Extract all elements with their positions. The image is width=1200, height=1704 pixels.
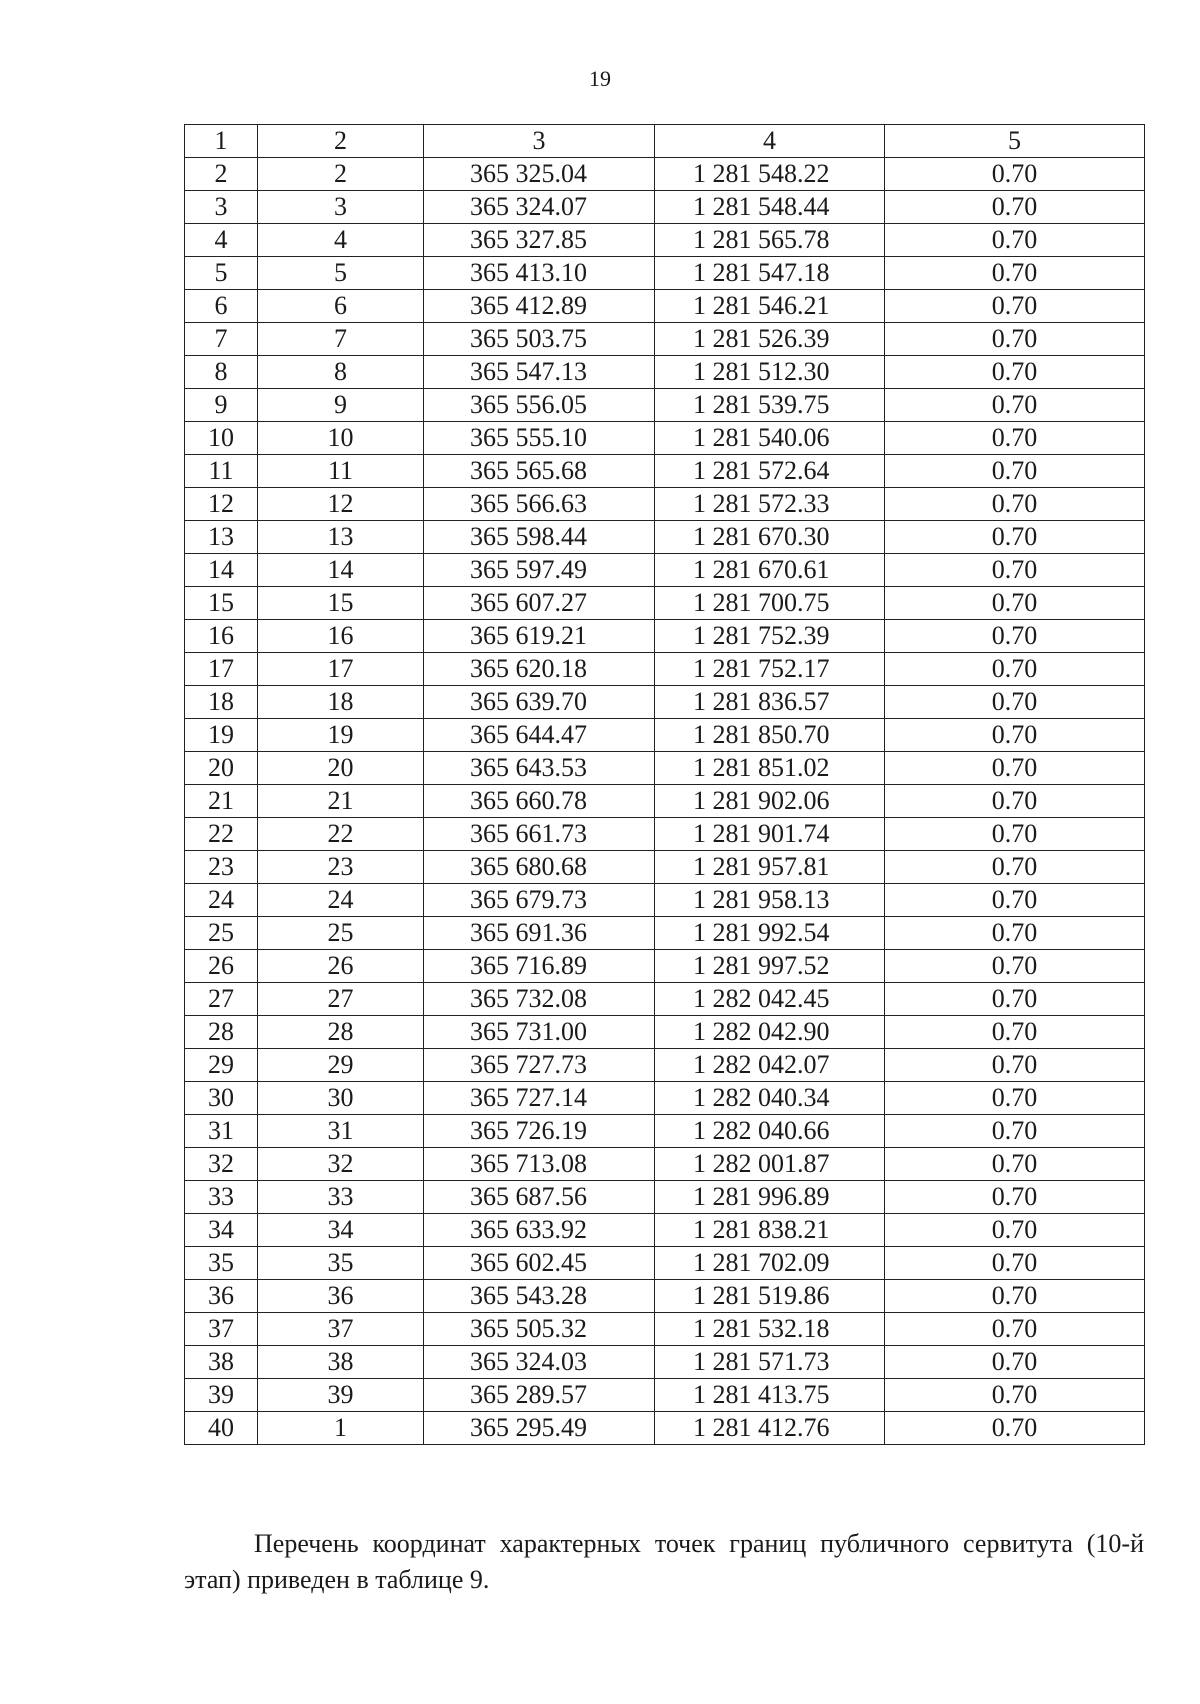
y-coordinate-cell: 1 281 851.02 (655, 752, 885, 785)
table-row (185, 1313, 1145, 1346)
table-reference-paragraph (184, 1526, 1144, 1598)
table-row (185, 587, 1145, 620)
point-number-cell: 21 (185, 785, 258, 818)
table-row (185, 191, 1145, 224)
y-coordinate-cell: 1 282 040.34 (655, 1082, 885, 1115)
accuracy-cell: 0.70 (885, 191, 1145, 224)
accuracy-cell: 0.70 (885, 389, 1145, 422)
point-number-cell: 39 (185, 1379, 258, 1412)
point-id-cell: 26 (258, 950, 424, 983)
point-id-cell: 35 (258, 1247, 424, 1280)
x-coordinate-cell: 365 633.92 (424, 1214, 655, 1247)
accuracy-cell: 0.70 (885, 455, 1145, 488)
point-id-cell: 17 (258, 653, 424, 686)
table-row (185, 686, 1145, 719)
point-number-cell: 17 (185, 653, 258, 686)
accuracy-cell: 0.70 (885, 1214, 1145, 1247)
accuracy-cell: 0.70 (885, 1049, 1145, 1082)
y-coordinate-cell: 1 282 042.90 (655, 1016, 885, 1049)
accuracy-cell: 0.70 (885, 1082, 1145, 1115)
x-coordinate-cell: 365 324.03 (424, 1346, 655, 1379)
y-coordinate-cell: 1 281 412.76 (655, 1412, 885, 1445)
point-number-cell: 4 (185, 224, 258, 257)
accuracy-cell: 0.70 (885, 1412, 1145, 1445)
point-id-cell: 10 (258, 422, 424, 455)
column-header: 2 (258, 125, 424, 158)
point-number-cell: 15 (185, 587, 258, 620)
accuracy-cell: 0.70 (885, 1148, 1145, 1181)
point-number-cell: 8 (185, 356, 258, 389)
accuracy-cell: 0.70 (885, 1181, 1145, 1214)
x-coordinate-cell: 365 565.68 (424, 455, 655, 488)
y-coordinate-cell: 1 281 700.75 (655, 587, 885, 620)
point-id-cell: 18 (258, 686, 424, 719)
point-number-cell: 7 (185, 323, 258, 356)
point-number-cell: 37 (185, 1313, 258, 1346)
y-coordinate-cell: 1 282 042.07 (655, 1049, 885, 1082)
y-coordinate-cell: 1 282 001.87 (655, 1148, 885, 1181)
point-id-cell: 31 (258, 1115, 424, 1148)
point-number-cell: 6 (185, 290, 258, 323)
table-row (185, 818, 1145, 851)
accuracy-cell: 0.70 (885, 719, 1145, 752)
accuracy-cell: 0.70 (885, 1115, 1145, 1148)
point-number-cell: 3 (185, 191, 258, 224)
accuracy-cell: 0.70 (885, 1313, 1145, 1346)
x-coordinate-cell: 365 732.08 (424, 983, 655, 1016)
point-number-cell: 10 (185, 422, 258, 455)
y-coordinate-cell: 1 281 958.13 (655, 884, 885, 917)
x-coordinate-cell: 365 602.45 (424, 1247, 655, 1280)
point-number-cell: 11 (185, 455, 258, 488)
point-id-cell: 13 (258, 521, 424, 554)
x-coordinate-cell: 365 726.19 (424, 1115, 655, 1148)
x-coordinate-cell: 365 505.32 (424, 1313, 655, 1346)
table-row (185, 1148, 1145, 1181)
point-number-cell: 24 (185, 884, 258, 917)
point-number-cell: 33 (185, 1181, 258, 1214)
y-coordinate-cell: 1 281 670.30 (655, 521, 885, 554)
accuracy-cell: 0.70 (885, 1280, 1145, 1313)
table-row (185, 158, 1145, 191)
table-row (185, 356, 1145, 389)
table-row (185, 1214, 1145, 1247)
accuracy-cell: 0.70 (885, 950, 1145, 983)
point-number-cell: 14 (185, 554, 258, 587)
accuracy-cell: 0.70 (885, 422, 1145, 455)
x-coordinate-cell: 365 643.53 (424, 752, 655, 785)
x-coordinate-cell: 365 644.47 (424, 719, 655, 752)
y-coordinate-cell: 1 281 996.89 (655, 1181, 885, 1214)
table-row (185, 521, 1145, 554)
y-coordinate-cell: 1 281 548.22 (655, 158, 885, 191)
accuracy-cell: 0.70 (885, 290, 1145, 323)
point-number-cell: 9 (185, 389, 258, 422)
table-row (185, 1379, 1145, 1412)
y-coordinate-cell: 1 281 519.86 (655, 1280, 885, 1313)
table-row (185, 257, 1145, 290)
accuracy-cell: 0.70 (885, 356, 1145, 389)
accuracy-cell: 0.70 (885, 1247, 1145, 1280)
accuracy-cell: 0.70 (885, 752, 1145, 785)
x-coordinate-cell: 365 619.21 (424, 620, 655, 653)
coordinates-table-body (185, 125, 1145, 1445)
x-coordinate-cell: 365 547.13 (424, 356, 655, 389)
point-number-cell: 22 (185, 818, 258, 851)
y-coordinate-cell: 1 281 532.18 (655, 1313, 885, 1346)
accuracy-cell: 0.70 (885, 620, 1145, 653)
x-coordinate-cell: 365 716.89 (424, 950, 655, 983)
table-row (185, 554, 1145, 587)
accuracy-cell: 0.70 (885, 851, 1145, 884)
point-number-cell: 12 (185, 488, 258, 521)
column-header: 1 (185, 125, 258, 158)
point-id-cell: 20 (258, 752, 424, 785)
y-coordinate-cell: 1 281 572.64 (655, 455, 885, 488)
column-header: 4 (655, 125, 885, 158)
point-id-cell: 19 (258, 719, 424, 752)
y-coordinate-cell: 1 281 413.75 (655, 1379, 885, 1412)
point-number-cell: 25 (185, 917, 258, 950)
y-coordinate-cell: 1 281 526.39 (655, 323, 885, 356)
table-row (185, 950, 1145, 983)
point-id-cell: 28 (258, 1016, 424, 1049)
point-id-cell: 39 (258, 1379, 424, 1412)
point-id-cell: 4 (258, 224, 424, 257)
table-row (185, 851, 1145, 884)
point-id-cell: 9 (258, 389, 424, 422)
x-coordinate-cell: 365 691.36 (424, 917, 655, 950)
accuracy-cell: 0.70 (885, 323, 1145, 356)
accuracy-cell: 0.70 (885, 653, 1145, 686)
y-coordinate-cell: 1 281 752.17 (655, 653, 885, 686)
accuracy-cell: 0.70 (885, 884, 1145, 917)
accuracy-cell: 0.70 (885, 224, 1145, 257)
accuracy-cell: 0.70 (885, 488, 1145, 521)
accuracy-cell: 0.70 (885, 983, 1145, 1016)
point-number-cell: 35 (185, 1247, 258, 1280)
x-coordinate-cell: 365 412.89 (424, 290, 655, 323)
point-id-cell: 6 (258, 290, 424, 323)
x-coordinate-cell: 365 325.04 (424, 158, 655, 191)
x-coordinate-cell: 365 727.14 (424, 1082, 655, 1115)
y-coordinate-cell: 1 281 702.09 (655, 1247, 885, 1280)
point-id-cell: 15 (258, 587, 424, 620)
x-coordinate-cell: 365 727.73 (424, 1049, 655, 1082)
table-row (185, 455, 1145, 488)
accuracy-cell: 0.70 (885, 818, 1145, 851)
table-row (185, 1082, 1145, 1115)
point-id-cell: 7 (258, 323, 424, 356)
x-coordinate-cell: 365 660.78 (424, 785, 655, 818)
y-coordinate-cell: 1 281 547.18 (655, 257, 885, 290)
point-number-cell: 18 (185, 686, 258, 719)
point-id-cell: 32 (258, 1148, 424, 1181)
table-header-row (185, 125, 1145, 158)
x-coordinate-cell: 365 598.44 (424, 521, 655, 554)
accuracy-cell: 0.70 (885, 587, 1145, 620)
x-coordinate-cell: 365 731.00 (424, 1016, 655, 1049)
coordinates-table (184, 124, 1145, 1445)
point-number-cell: 26 (185, 950, 258, 983)
accuracy-cell: 0.70 (885, 1379, 1145, 1412)
x-coordinate-cell: 365 597.49 (424, 554, 655, 587)
point-id-cell: 8 (258, 356, 424, 389)
point-id-cell: 30 (258, 1082, 424, 1115)
table-row (185, 719, 1145, 752)
table-row (185, 323, 1145, 356)
table-row (185, 620, 1145, 653)
table-row (185, 785, 1145, 818)
y-coordinate-cell: 1 281 957.81 (655, 851, 885, 884)
accuracy-cell: 0.70 (885, 158, 1145, 191)
y-coordinate-cell: 1 281 752.39 (655, 620, 885, 653)
accuracy-cell: 0.70 (885, 686, 1145, 719)
y-coordinate-cell: 1 281 850.70 (655, 719, 885, 752)
point-id-cell: 11 (258, 455, 424, 488)
y-coordinate-cell: 1 281 670.61 (655, 554, 885, 587)
point-number-cell: 13 (185, 521, 258, 554)
table-row (185, 1115, 1145, 1148)
y-coordinate-cell: 1 281 548.44 (655, 191, 885, 224)
point-number-cell: 28 (185, 1016, 258, 1049)
x-coordinate-cell: 365 324.07 (424, 191, 655, 224)
accuracy-cell: 0.70 (885, 257, 1145, 290)
point-id-cell: 29 (258, 1049, 424, 1082)
table-row (185, 422, 1145, 455)
point-number-cell: 29 (185, 1049, 258, 1082)
table-row (185, 488, 1145, 521)
table-row (185, 1412, 1145, 1445)
accuracy-cell: 0.70 (885, 917, 1145, 950)
point-id-cell: 3 (258, 191, 424, 224)
point-id-cell: 36 (258, 1280, 424, 1313)
x-coordinate-cell: 365 413.10 (424, 257, 655, 290)
point-number-cell: 23 (185, 851, 258, 884)
point-id-cell: 34 (258, 1214, 424, 1247)
column-header: 5 (885, 125, 1145, 158)
point-number-cell: 38 (185, 1346, 258, 1379)
point-id-cell: 2 (258, 158, 424, 191)
y-coordinate-cell: 1 281 571.73 (655, 1346, 885, 1379)
point-number-cell: 20 (185, 752, 258, 785)
table-row (185, 1247, 1145, 1280)
x-coordinate-cell: 365 543.28 (424, 1280, 655, 1313)
table-row (185, 884, 1145, 917)
x-coordinate-cell: 365 555.10 (424, 422, 655, 455)
x-coordinate-cell: 365 679.73 (424, 884, 655, 917)
point-id-cell: 16 (258, 620, 424, 653)
x-coordinate-cell: 365 556.05 (424, 389, 655, 422)
accuracy-cell: 0.70 (885, 521, 1145, 554)
page-number: 19 (589, 66, 611, 91)
x-coordinate-cell: 365 713.08 (424, 1148, 655, 1181)
point-number-cell: 16 (185, 620, 258, 653)
paragraph-text: Перечень координат характерных точек границ публичного сервитута (10-й этап) приведен в таблице 9. (184, 1529, 1144, 1594)
y-coordinate-cell: 1 281 997.52 (655, 950, 885, 983)
point-id-cell: 33 (258, 1181, 424, 1214)
point-number-cell: 32 (185, 1148, 258, 1181)
table-row (185, 1016, 1145, 1049)
point-number-cell: 2 (185, 158, 258, 191)
point-id-cell: 23 (258, 851, 424, 884)
point-id-cell: 27 (258, 983, 424, 1016)
point-number-cell: 30 (185, 1082, 258, 1115)
point-number-cell: 40 (185, 1412, 258, 1445)
table-row (185, 752, 1145, 785)
table-row (185, 290, 1145, 323)
y-coordinate-cell: 1 281 992.54 (655, 917, 885, 950)
y-coordinate-cell: 1 281 546.21 (655, 290, 885, 323)
point-id-cell: 22 (258, 818, 424, 851)
point-id-cell: 37 (258, 1313, 424, 1346)
table-row (185, 1280, 1145, 1313)
table-row (185, 389, 1145, 422)
y-coordinate-cell: 1 281 572.33 (655, 488, 885, 521)
point-id-cell: 24 (258, 884, 424, 917)
point-id-cell: 21 (258, 785, 424, 818)
y-coordinate-cell: 1 281 838.21 (655, 1214, 885, 1247)
x-coordinate-cell: 365 295.49 (424, 1412, 655, 1445)
x-coordinate-cell: 365 680.68 (424, 851, 655, 884)
table-row (185, 1181, 1145, 1214)
accuracy-cell: 0.70 (885, 554, 1145, 587)
point-number-cell: 5 (185, 257, 258, 290)
table-row (185, 1049, 1145, 1082)
table-row (185, 653, 1145, 686)
point-number-cell: 19 (185, 719, 258, 752)
y-coordinate-cell: 1 282 040.66 (655, 1115, 885, 1148)
point-id-cell: 12 (258, 488, 424, 521)
point-number-cell: 34 (185, 1214, 258, 1247)
point-number-cell: 36 (185, 1280, 258, 1313)
table-row (185, 1346, 1145, 1379)
x-coordinate-cell: 365 607.27 (424, 587, 655, 620)
y-coordinate-cell: 1 281 901.74 (655, 818, 885, 851)
x-coordinate-cell: 365 503.75 (424, 323, 655, 356)
x-coordinate-cell: 365 661.73 (424, 818, 655, 851)
y-coordinate-cell: 1 281 540.06 (655, 422, 885, 455)
point-id-cell: 5 (258, 257, 424, 290)
point-id-cell: 38 (258, 1346, 424, 1379)
table-row (185, 983, 1145, 1016)
y-coordinate-cell: 1 282 042.45 (655, 983, 885, 1016)
accuracy-cell: 0.70 (885, 785, 1145, 818)
y-coordinate-cell: 1 281 512.30 (655, 356, 885, 389)
point-id-cell: 25 (258, 917, 424, 950)
table-row (185, 224, 1145, 257)
x-coordinate-cell: 365 639.70 (424, 686, 655, 719)
x-coordinate-cell: 365 289.57 (424, 1379, 655, 1412)
y-coordinate-cell: 1 281 902.06 (655, 785, 885, 818)
x-coordinate-cell: 365 327.85 (424, 224, 655, 257)
y-coordinate-cell: 1 281 836.57 (655, 686, 885, 719)
point-id-cell: 14 (258, 554, 424, 587)
table-row (185, 917, 1145, 950)
y-coordinate-cell: 1 281 565.78 (655, 224, 885, 257)
point-number-cell: 27 (185, 983, 258, 1016)
x-coordinate-cell: 365 620.18 (424, 653, 655, 686)
point-id-cell: 1 (258, 1412, 424, 1445)
column-header: 3 (424, 125, 655, 158)
accuracy-cell: 0.70 (885, 1016, 1145, 1049)
y-coordinate-cell: 1 281 539.75 (655, 389, 885, 422)
x-coordinate-cell: 365 566.63 (424, 488, 655, 521)
accuracy-cell: 0.70 (885, 1346, 1145, 1379)
x-coordinate-cell: 365 687.56 (424, 1181, 655, 1214)
point-number-cell: 31 (185, 1115, 258, 1148)
